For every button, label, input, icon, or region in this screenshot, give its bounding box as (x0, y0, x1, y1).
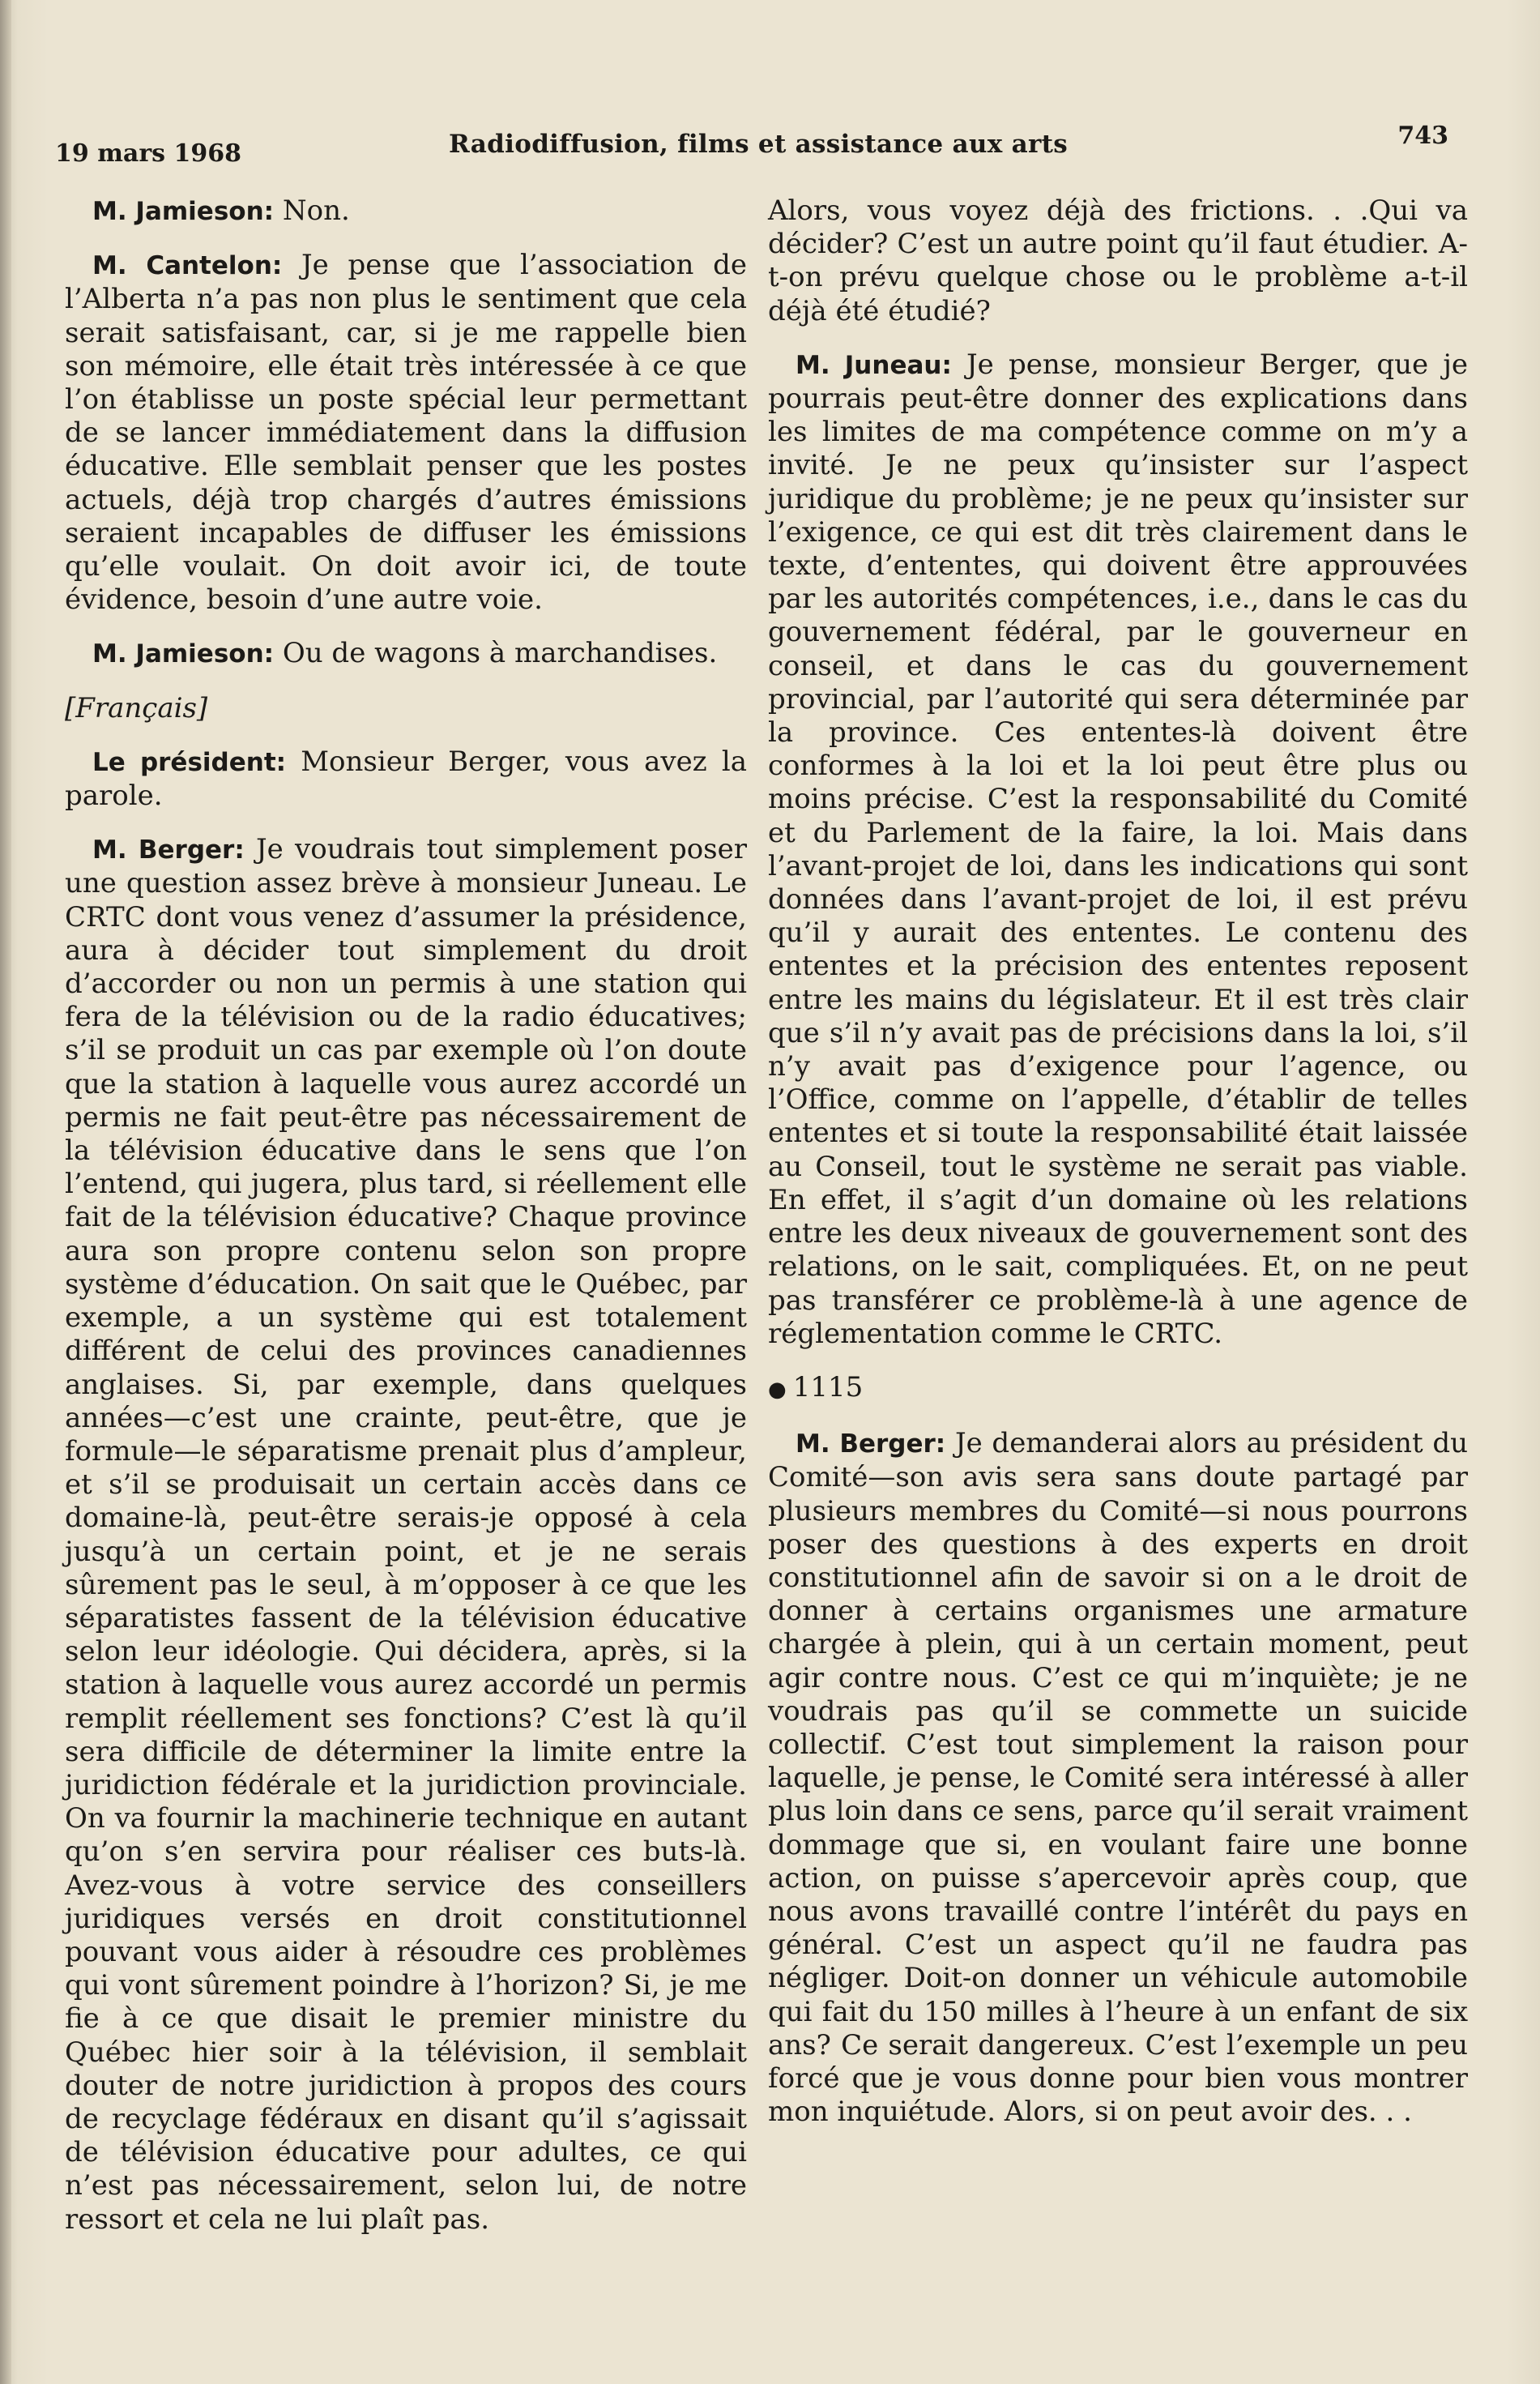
paragraph-jamieson-1 (65, 194, 747, 229)
paragraph-berger-2 (768, 1427, 1468, 2129)
paragraph-president (65, 746, 747, 813)
speaker-name: M. Juneau: (796, 350, 952, 380)
time-marker (768, 1371, 1468, 1407)
speaker-name: M. Berger: (92, 835, 245, 865)
speech-text: Monsieur Berger, vous avez la parole. (65, 745, 747, 813)
right-column (768, 194, 1468, 2129)
speech-text: Je pense que l’association de l’Alberta n’a pas non plus le sentiment que cela serait satisfaisant, car, si je me rappelle bien son mémoire, elle était très intéressée à ce que l’on établisse un poste spécial leur permettant de se lancer immédiatement dans la diffusion éducative. Elle semblait penser que les postes actuels, déjà trop chargés d’autres émissions seraient incapables de diffuser les émissions qu’elle voulait. On doit avoir ici, de toute évidence, besoin d’une autre voie. (65, 249, 747, 617)
speech-text: Je voudrais tout simplement poser une question assez brève à monsieur Juneau. Le CRTC dont vous venez d’assumer la présidence, aura à décider tout simplement du droit d’accorder ou non un permis à une station qui fera de la télévision ou de la radio éducatives; s’il se produit un cas par exemple où l’on doute que la station à laquelle vous aurez accordé un permis ne fait peut-être pas nécessairement de la télévision éducative dans le sens que l’on l’entend, qui jugera, plus tard, si réellement elle fait de la télévision éducative? Chaque province aura son propre contenu selon son propre système d’éducation. On sait que le Québec, par exemple, a un système qui est totalement différent de celui des provinces canadiennes anglaises. Si, par exemple, dans quelques années—c’est une crainte, peut-être, que je formule—le séparatisme prenait plus d’ampleur, et s’il se produisait un certain accès dans ce domaine-là, peut-être serais-je opposé à cela jusqu’à un certain point, et je ne serais sûrement pas le seul, à m’opposer à ce que les séparatistes fassent de la télévision éducative selon leur idéologie. Qui décidera, après, si la station à laquelle vous aurez accordé un permis remplit réellement ses fonctions? C’est là qu’il sera difficile de déterminer la limite entre la juridiction fédérale et la juridiction provinciale. On va fournir la machinerie technique en autant qu’on s’en servira pour réaliser ces buts-là. Avez-vous à votre service des conseillers juridiques versés en droit constitutionnel pouvant vous aider à résoudre ces problèmes qui vont sûrement poindre à l’horizon? Si, je me fie à ce que disait le premier ministre du Québec hier soir à la télévision, il semblait douter de notre juridiction à propos des cours de recyclage fédéraux en disant qu’il s’agissait de télévision éducative pour adultes, ce qui n’est pas nécessairement, selon lui, de notre ressort et cela ne lui plaît pas. (65, 833, 748, 2236)
bullet-icon: ● (768, 1377, 787, 1402)
speaker-name: M. Jamieson: (92, 197, 275, 226)
speech-text: Non. (274, 194, 350, 227)
paragraph-berger-1 (65, 833, 747, 2237)
paragraph-berger-continued: Alors, vous voyez déjà des frictions. . .Qui va décider? C’est un autre point qu’il faut étudier. A-t-on prévu quelque chose ou le problème a-t-il déjà été étudié? (768, 194, 1468, 327)
speaker-name: M. Jamieson: (92, 639, 275, 669)
speech-text: Je demanderai alors au président du Comité—son avis sera sans doute partagé par plusieurs membres du Comité—si nous pourrons poser des questions à des experts en droit constitutionnel afin de savoir si on a le droit de donner à certains organismes une armature chargée à plein, qui à un certain moment, peut agir contre nous. C’est ce qui m’inquiète; je ne voudrais pas qu’il se commette un suicide collectif. C’est tout simplement la raison pour laquelle, je pense, le Comité sera intéressé à aller plus loin dans ce sens, parce qu’il serait vraiment dommage que si, en voulant faire une bonne action, on puisse s’apercevoir après coup, que nous avons travaillé contre l’intérêt du pays en général. C’est un aspect qu’il ne faudra pas négliger. Doit-on donner un véhicule automobile qui fait du 150 milles à l’heure à un enfant de six ans? Ce serait dangereux. C’est l’exemple un peu forcé que je vous donne pour bien vous montrer mon inquiétude. Alors, si on peut avoir des. . . (768, 1427, 1469, 2129)
language-marker: [Français] (65, 691, 208, 724)
page-number: 743 (1397, 122, 1448, 150)
speaker-name: M. Cantelon: (92, 251, 283, 281)
page-header (55, 122, 1448, 170)
left-column (65, 194, 747, 2237)
paragraph-jamieson-2 (65, 637, 747, 671)
header-title: Radiodiffusion, films et assistance aux arts (449, 130, 1068, 159)
paragraph-cantelon (65, 249, 747, 617)
page-binding-edge (0, 0, 11, 2384)
speaker-name: Le président: (92, 747, 287, 777)
speech-text: Ou de wagons à marchandises. (274, 637, 718, 670)
header-date: 19 mars 1968 (55, 139, 242, 168)
speaker-name: M. Berger: (796, 1429, 946, 1459)
time-marker-value: 1115 (792, 1370, 864, 1403)
paragraph-juneau (768, 348, 1468, 1351)
speech-text: Je pense, monsieur Berger, que je pourrais peut-être donner des explications dans les limites de ma compétence comme on m’y a invité. Je ne peux qu’insister sur l’aspect juridique du problème; je ne peux qu’insister sur l’exigence, ce qui est dit très clairement dans le texte, d’ententes, qui doivent être approuvées par les autorités compétences, i.e., dans le cas du gouvernement fédéral, par le gouverneur en conseil, et dans le cas du gouvernement provincial, par l’autorité qui sera déterminée par la province. Ces ententes-là doivent être conformes à la loi et la loi peut être plus ou moins précise. C’est la responsabilité du Comité et du Parlement de la faire, la loi. Mais dans l’avant-projet de loi, dans les indications qui sont données dans l’avant-projet de loi, il est prévu qu’il y aurait des ententes. Le contenu des ententes et la précision des ententes reposent entre les mains du législateur. Et il est très clair que s’il n’y avait pas de précisions dans la loi, s’il n’y avait pas d’exigence pour l’agence, ou l’Office, comme on l’appelle, d’établir de telles ententes et si toute la responsabilité était laissée au Conseil, tout le système ne serait pas viable. En effet, il s’agit d’un domaine où les relations entre les deux niveaux de gouvernement sont des relations, on le sait, compliquées. Et, on ne peut pas transférer ce problème-là à une agence de réglementation comme le CRTC. (768, 348, 1468, 1350)
